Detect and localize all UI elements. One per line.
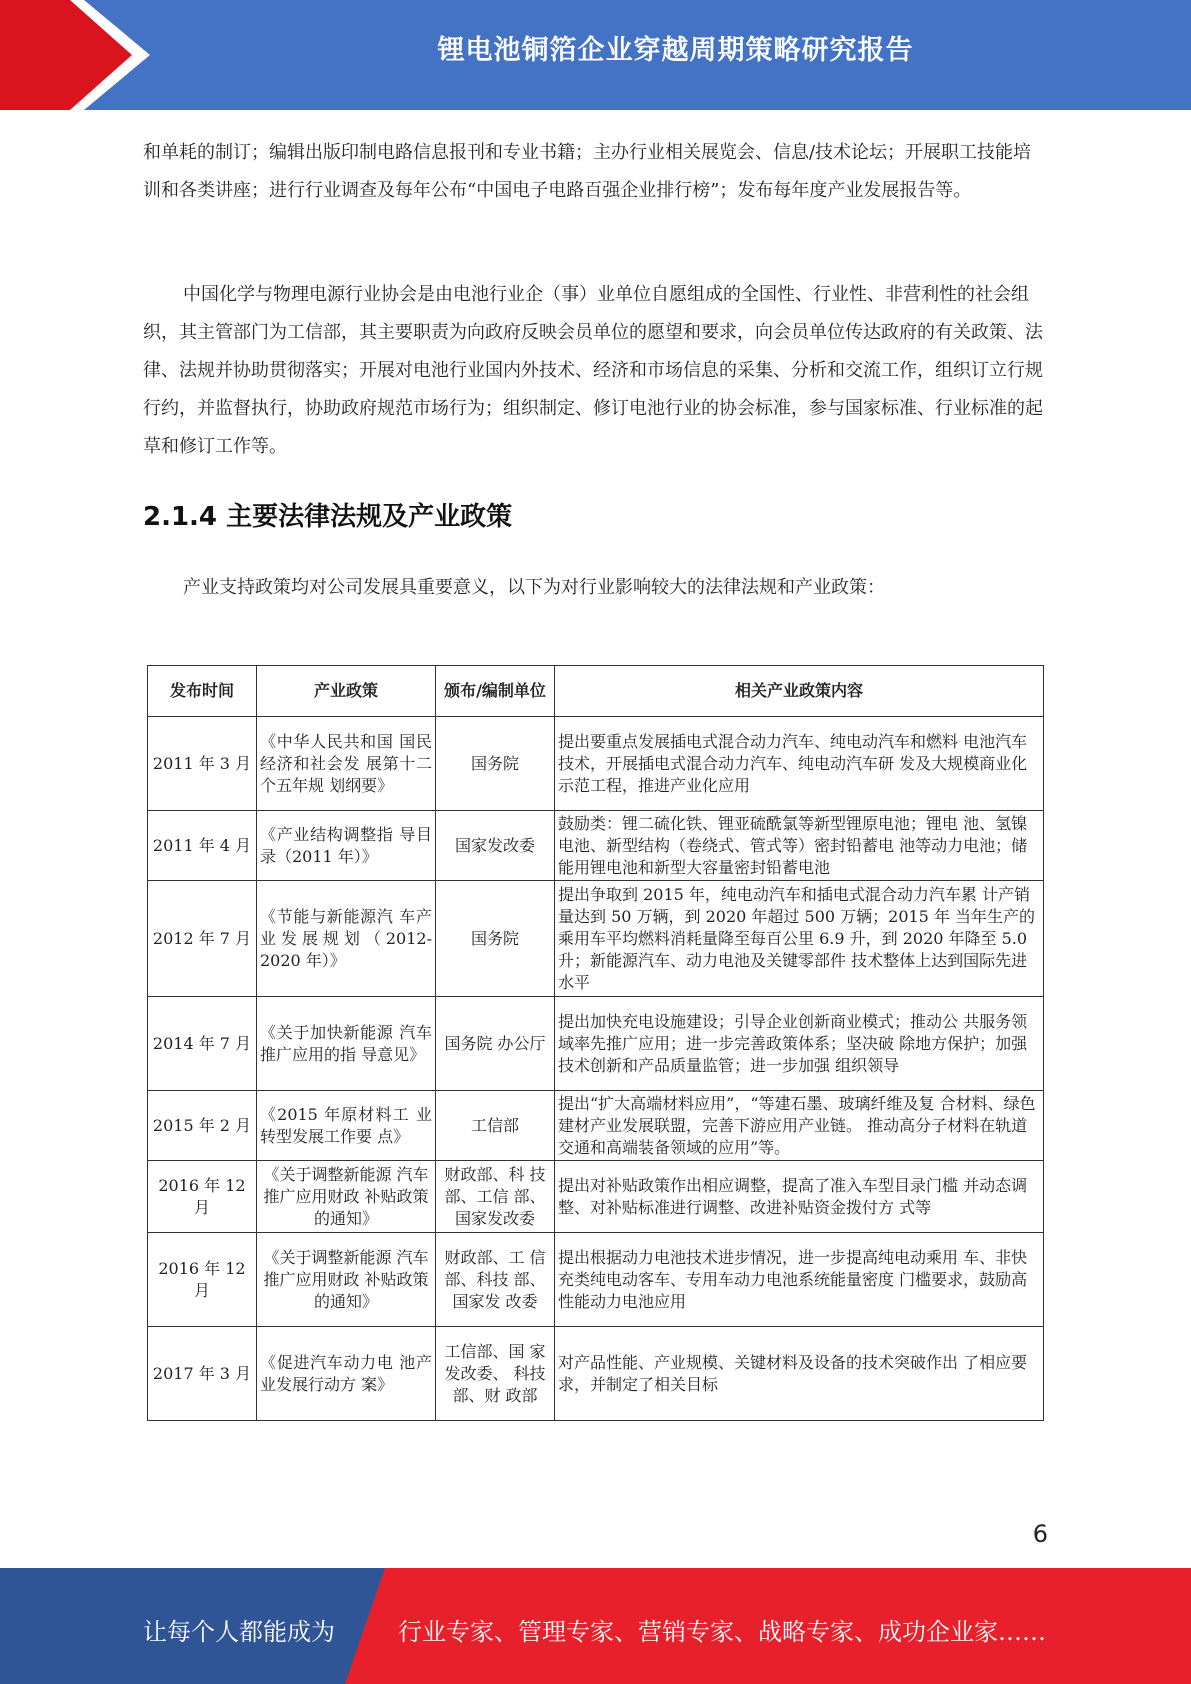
cell-content: 提出根据动力电池技术进步情况，进一步提高纯电动乘用 车、非快充类纯电动客车、专用车动力电池系统能量密度 门槛要求，鼓励高性能动力电池应用 bbox=[555, 1233, 1044, 1327]
cell-policy: 《关于调整新能源 汽车推广应用财政 补贴政策的通知》 bbox=[257, 1161, 436, 1233]
cell-issuer: 工信部、国 家发改委、 科技部、财 政部 bbox=[436, 1327, 555, 1421]
cell-issuer: 国务院 办公厅 bbox=[436, 997, 555, 1091]
section-heading: 2.1.4 主要法律法规及产业政策 bbox=[143, 502, 513, 532]
cell-date: 2017 年 3 月 bbox=[148, 1327, 257, 1421]
cell-policy: 《产业结构调整指 导目录（2011 年）》 bbox=[257, 811, 436, 881]
cell-issuer: 财政部、工 信部、科技 部、国家发 改委 bbox=[436, 1233, 555, 1327]
cell-date: 2014 年 7 月 bbox=[148, 997, 257, 1091]
cell-date: 2011 年 4 月 bbox=[148, 811, 257, 881]
table-row bbox=[148, 1233, 1044, 1327]
intro-text: 产业支持政策均对公司发展具重要意义，以下为对行业影响较大的法律法规和产业政策： bbox=[183, 577, 885, 598]
policy-table bbox=[147, 665, 1044, 1421]
cell-issuer: 国家发改委 bbox=[436, 811, 555, 881]
report-title: 锂电池铜箔企业穿越周期策略研究报告 bbox=[437, 35, 914, 66]
paragraph-1 bbox=[143, 134, 1045, 210]
cell-date: 2016 年 12 月 bbox=[148, 1233, 257, 1327]
table-row bbox=[148, 1161, 1044, 1233]
cell-date: 2016 年 12 月 bbox=[148, 1161, 257, 1233]
cell-content: 提出“扩大高端材料应用”，“等建石墨、玻璃纤维及复 合材料、绿色建材产业发展联盟，完善下游应用产业链。 推动高分子材料在轨道交通和高端装备领域的应用”等。 bbox=[555, 1091, 1044, 1161]
cell-content: 提出加快充电设施建设；引导企业创新商业模式；推动公 共服务领域率先推广应用；进一步完善政策体系；坚决破 除地方保护；加强技术创新和产品质量监管；进一步加强 组织领导 bbox=[555, 997, 1044, 1091]
cell-content: 提出争取到 2015 年，纯电动汽车和插电式混合动力汽车累 计产销量达到 50 万辆，到 2020 年超过 500 万辆；2015 年 当年生产的乘用车平均燃料消耗量降至每百公里 6.9 升，到 2020 年降至 5.0 升；新能源汽车、动力电池及关键零部件 技术整体上达到国际先进水平 bbox=[555, 881, 1044, 997]
col-header-policy: 产业政策 bbox=[257, 666, 436, 717]
cell-content: 对产品性能、产业规模、关键材料及设备的技术突破作出 了相应要求，并制定了相关目标 bbox=[555, 1327, 1044, 1421]
col-header-content: 相关产业政策内容 bbox=[555, 666, 1044, 717]
table-row bbox=[148, 1327, 1044, 1421]
cell-policy: 《促进汽车动力电 池产业发展行动方 案》 bbox=[257, 1327, 436, 1421]
col-header-issuer: 颁布/编制单位 bbox=[436, 666, 555, 717]
paragraph-1-text: 和单耗的制订；编辑出版印制电路信息报刊和专业书籍；主办行业相关展览会、信息/技术论坛；开展职工技能培训和各类讲座；进行行业调查及每年公布“中国电子电路百强企业排行榜”；发布每年度产业发展报告等。 bbox=[143, 142, 1032, 201]
footer-slogan-left: 让每个人都能成为 bbox=[143, 1618, 335, 1646]
col-header-date: 发布时间 bbox=[148, 666, 257, 717]
cell-policy: 《关于加快新能源 汽车推广应用的指 导意见》 bbox=[257, 997, 436, 1091]
cell-content: 鼓励类：锂二硫化铁、锂亚硫酰氯等新型锂原电池；锂电 池、氢镍电池、新型结构（卷绕式、管式等）密封铅蓄电 池等动力电池；储能用锂电池和新型大容量密封铅蓄电池 bbox=[555, 811, 1044, 881]
table-header-row bbox=[148, 666, 1044, 717]
cell-date: 2012 年 7 月 bbox=[148, 881, 257, 997]
header-red-block bbox=[0, 0, 75, 110]
cell-content: 提出要重点发展插电式混合动力汽车、纯电动汽车和燃料 电池汽车技术，开展插电式混合动力汽车、纯电动汽车研 发及大规模商业化示范工程，推进产业化应用 bbox=[555, 717, 1044, 811]
cell-issuer: 国务院 bbox=[436, 881, 555, 997]
cell-date: 2011 年 3 月 bbox=[148, 717, 257, 811]
cell-issuer: 财政部、科 技部、工信 部、国家发改委 bbox=[436, 1161, 555, 1233]
paragraph-2-text: 中国化学与物理电源行业协会是由电池行业企（事）业单位自愿组成的全国性、行业性、非营利性的社会组织，其主管部门为工信部，其主要职责为向政府反映会员单位的愿望和要求，向会员单位传达政府的有关政策、法律、法规并协助贯彻落实；开展对电池行业国内外技术、经济和市场信息的采集、分析和交流工作，组织订立行规行约，并监督执行，协助政府规范市场行为；组织制定、修订电池行业的协会标准，参与国家标准、行业标准的起草和修订工作等。 bbox=[143, 284, 1043, 457]
cell-issuer: 国务院 bbox=[436, 717, 555, 811]
table-row bbox=[148, 717, 1044, 811]
table-row bbox=[148, 997, 1044, 1091]
table-row bbox=[148, 881, 1044, 997]
cell-policy: 《2015 年原材料工 业转型发展工作要 点》 bbox=[257, 1091, 436, 1161]
cell-content: 提出对补贴政策作出相应调整，提高了准入车型目录门槛 并动态调整、对补贴标准进行调整、改进补贴资金拨付方 式等 bbox=[555, 1161, 1044, 1233]
paragraph-2 bbox=[143, 276, 1045, 466]
header-chevron-decoration bbox=[70, 0, 150, 110]
cell-policy: 《中华人民共和国 国民经济和社会发 展第十二个五年规 划纲要》 bbox=[257, 717, 436, 811]
table-row bbox=[148, 1091, 1044, 1161]
cell-date: 2015 年 2 月 bbox=[148, 1091, 257, 1161]
cell-issuer: 工信部 bbox=[436, 1091, 555, 1161]
page-number: 6 bbox=[1032, 1520, 1048, 1548]
cell-policy: 《节能与新能源汽 车产业发展规划（2012-2020 年）》 bbox=[257, 881, 436, 997]
table-row bbox=[148, 811, 1044, 881]
footer-slogan-right: 行业专家、管理专家、营销专家、战略专家、成功企业家…… bbox=[398, 1618, 1046, 1646]
cell-policy: 《关于调整新能源 汽车推广应用财政 补贴政策的通知》 bbox=[257, 1233, 436, 1327]
